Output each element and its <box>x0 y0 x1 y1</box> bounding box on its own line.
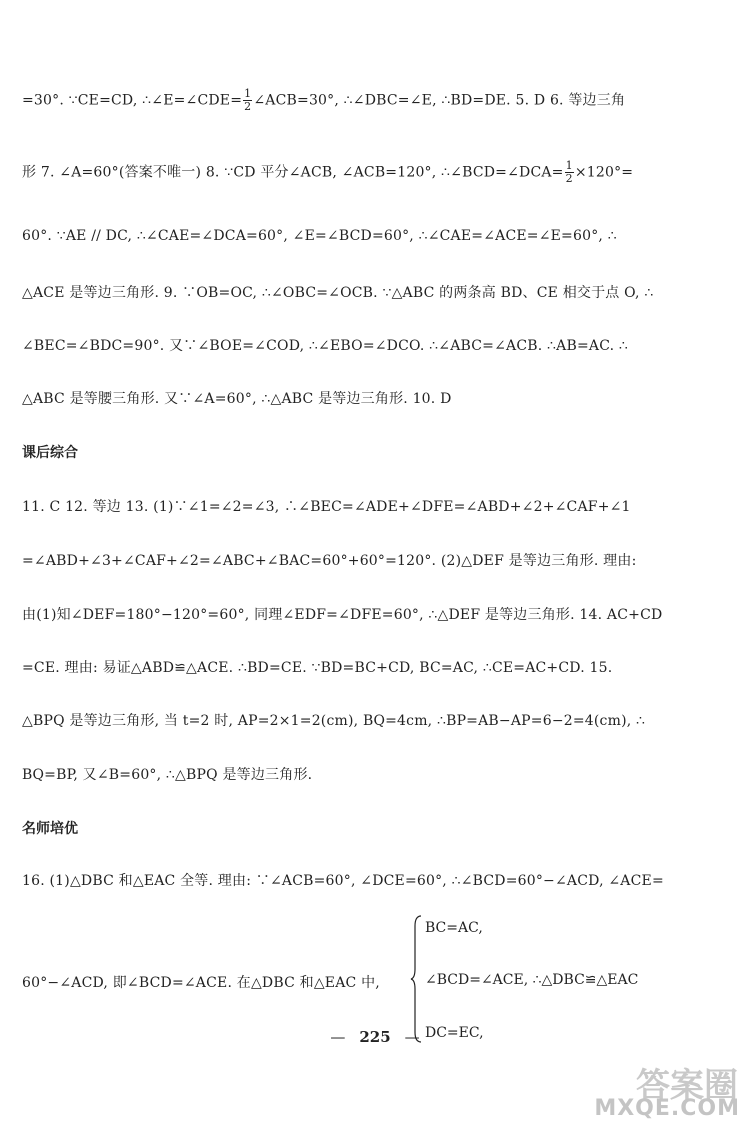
text-line-11: △BPQ 是等边三角形, 当 t=2 时, AP=2×1=2(cm), BQ=4cm, ∴BP=AB−AP=6−2=4(cm), ∴ <box>22 713 646 729</box>
text-line-3: 60°. ∵AE // DC, ∴∠CAE=∠DCA=60°, ∠E=∠BCD=60°, ∴∠CAE=∠ACE=∠E=60°, ∴ <box>22 228 617 244</box>
text-line-14: 60°−∠ACD, 即∠BCD=∠ACE. 在△DBC 和△EAC 中, <box>22 975 380 991</box>
watermark-url: MXQE.COM <box>594 1096 740 1121</box>
text-segment: 形 7. ∠A=60°(答案不唯一) 8. ∵CD 平分∠ACB, ∠ACB=120°, ∴∠BCD=∠DCA= <box>22 164 564 181</box>
system-equation-1: BC=AC, <box>425 920 483 936</box>
system-equation-3: DC=EC, <box>425 1025 484 1041</box>
fraction <box>243 88 252 113</box>
text-segment: =30°. ∵CE=CD, ∴∠E=∠CDE= <box>22 92 243 109</box>
section-heading-advanced: 名师培优 <box>22 821 78 837</box>
footer-dash-left: — <box>330 1028 346 1046</box>
text-line-7: 11. C 12. 等边 13. (1)∵∠1=∠2=∠3, ∴∠BEC=∠ADE+∠DFE=∠ABD+∠2+∠CAF+∠1 <box>22 499 631 515</box>
text-line-10: =CE. 理由: 易证△ABD≌△ACE. ∴BD=CE. ∵BD=BC+CD, BC=AC, ∴CE=AC+CD. 15. <box>22 660 613 676</box>
text-segment: ×120°= <box>574 164 634 181</box>
text-segment: ∠ACB=30°, ∴∠DBC=∠E, ∴BD=DE. 5. D 6. 等边三角 <box>253 92 626 109</box>
fraction-numerator: 1 <box>244 87 252 100</box>
text-line-4: △ACE 是等边三角形. 9. ∵OB=OC, ∴∠OBC=∠OCB. ∵△ABC 的两条高 BD、CE 相交于点 O, ∴ <box>22 285 654 301</box>
text-line-5: ∠BEC=∠BDC=90°. 又∵∠BOE=∠COD, ∴∠EBO=∠DCO. ∴∠ABC=∠ACB. ∴AB=AC. ∴ <box>22 338 629 354</box>
text-line-12: BQ=BP, 又∠B=60°, ∴△BPQ 是等边三角形. <box>22 767 313 783</box>
watermark-brand: 答案圈 <box>636 1066 738 1106</box>
footer-dash-right: — <box>404 1028 420 1046</box>
text-line-9: 由(1)知∠DEF=180°−120°=60°, 同理∠EDF=∠DFE=60°, ∴△DEF 是等边三角形. 14. AC+CD <box>22 607 663 623</box>
page-number: 225 <box>359 1028 391 1046</box>
text-line-1 <box>22 88 730 113</box>
text-line-2 <box>22 160 730 185</box>
text-line-6: △ABC 是等腰三角形. 又∵∠A=60°, ∴△ABC 是等边三角形. 10. D <box>22 391 452 407</box>
brace-icon <box>410 914 422 1044</box>
section-heading-homework: 课后综合 <box>22 445 78 461</box>
text-line-8: =∠ABD+∠3+∠CAF+∠2=∠ABC+∠BAC=60°+60°=120°. (2)△DEF 是等边三角形. 理由: <box>22 553 637 569</box>
fraction-denominator: 2 <box>565 172 573 185</box>
page-number-footer <box>0 1028 750 1046</box>
fraction-denominator: 2 <box>244 100 252 113</box>
text-line-13: 16. (1)△DBC 和△EAC 全等. 理由: ∵∠ACB=60°, ∠DCE=60°, ∴∠BCD=60°−∠ACD, ∠ACE= <box>22 873 664 889</box>
system-equation-2: ∠BCD=∠ACE, ∴△DBC≌△EAC <box>425 972 639 988</box>
fraction-numerator: 1 <box>565 159 573 172</box>
fraction <box>565 160 574 185</box>
